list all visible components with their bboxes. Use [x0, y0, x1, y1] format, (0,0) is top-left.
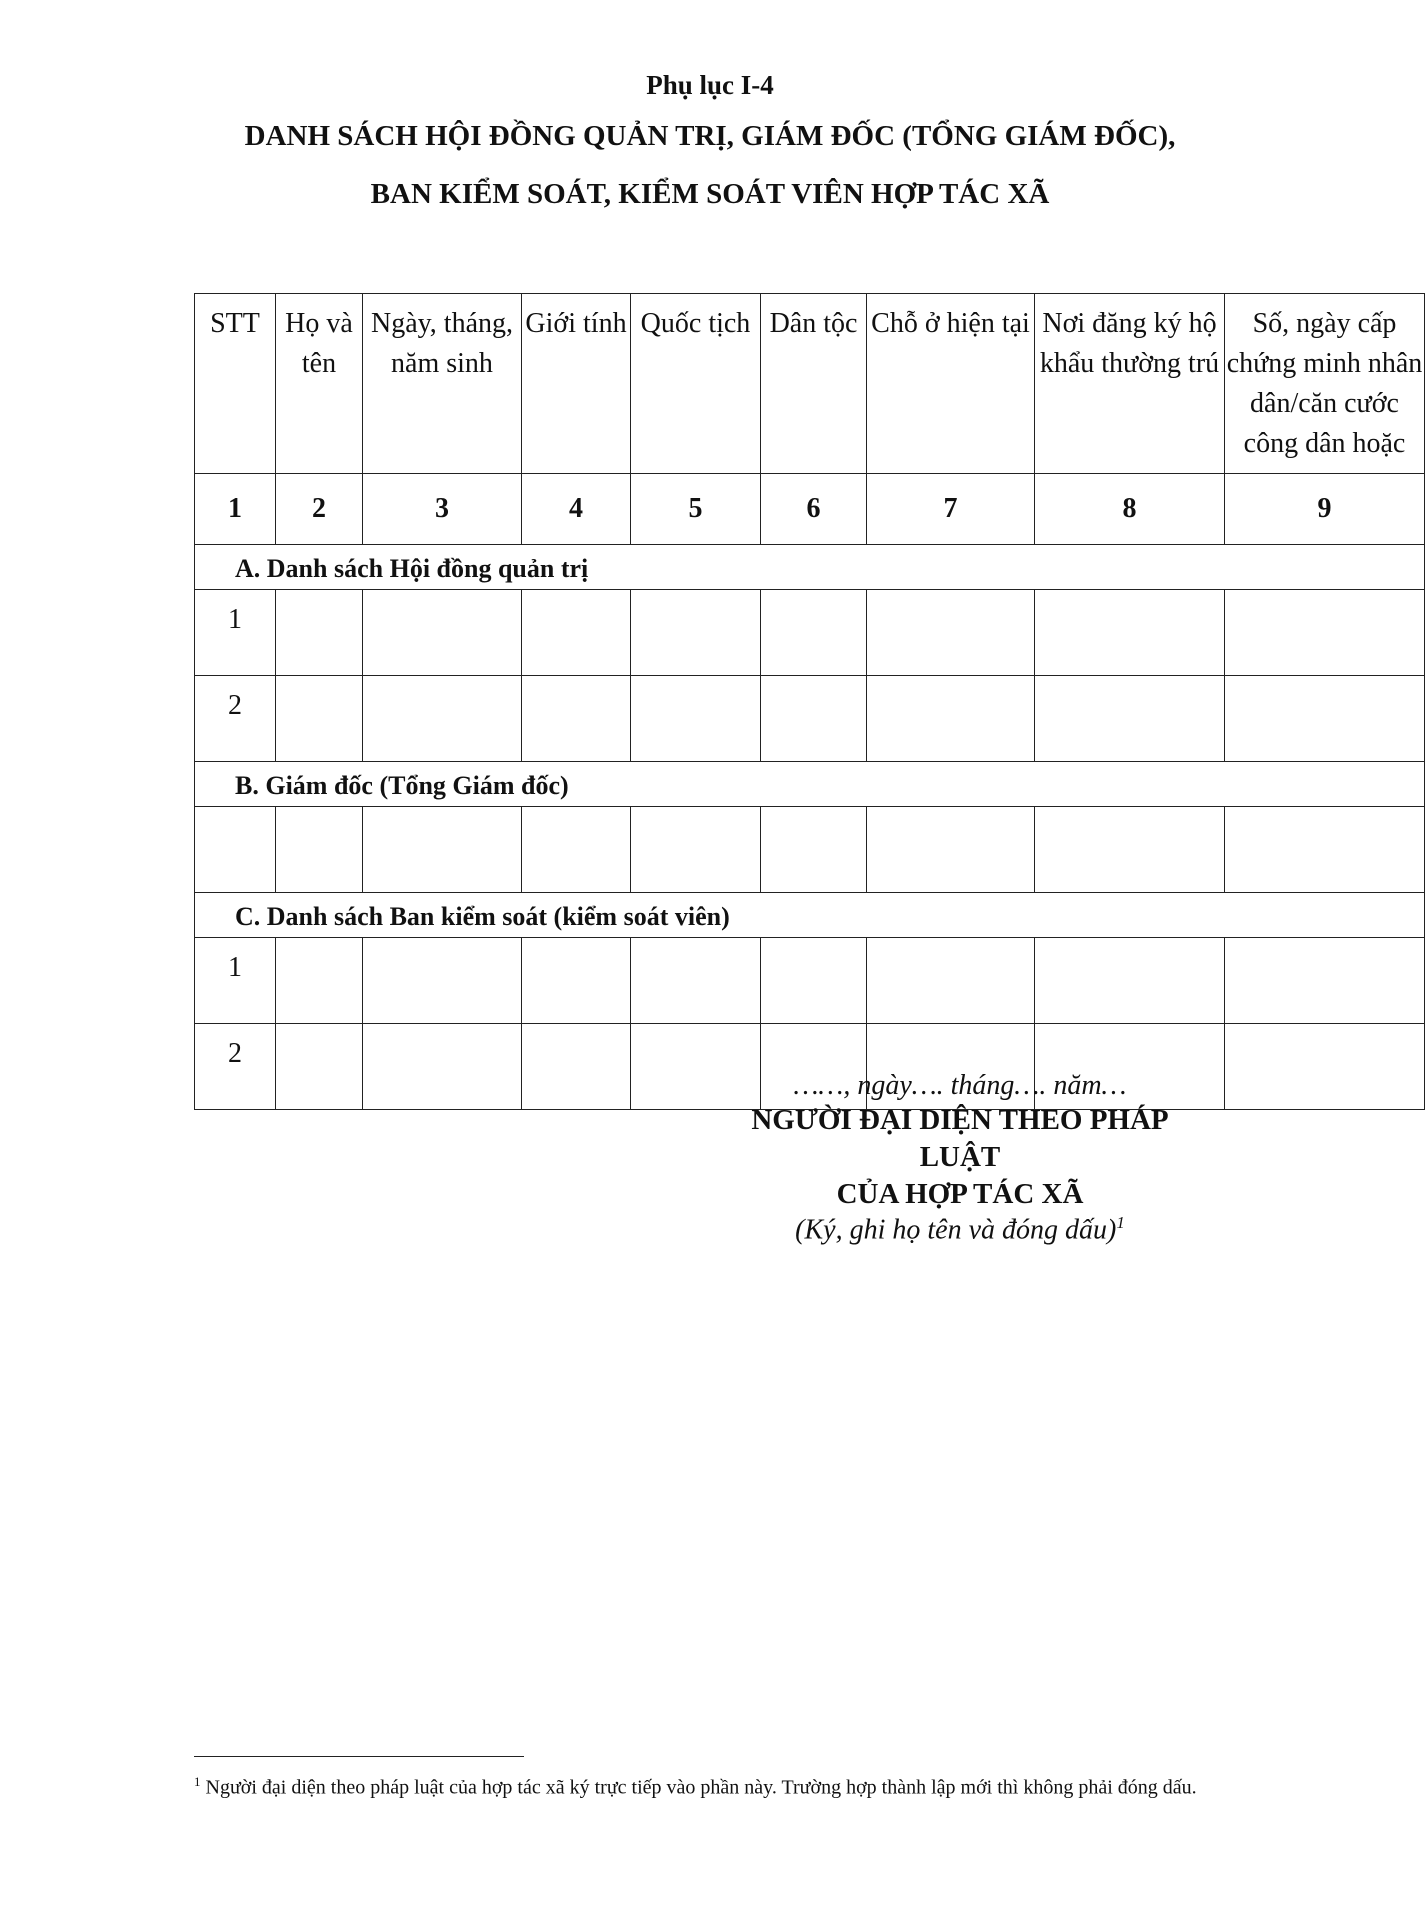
footnote-text: Người đại diện theo pháp luật của hợp tác xã ký trực tiếp vào phần này. Trường hợp thành lập mới thì không phải đóng dấu.: [205, 1776, 1197, 1799]
table-cell[interactable]: [363, 1024, 522, 1110]
table-cell[interactable]: [761, 807, 867, 893]
table-cell[interactable]: [1225, 590, 1425, 676]
table-cell[interactable]: [631, 807, 761, 893]
table-cell[interactable]: [1225, 938, 1425, 1024]
table-cell[interactable]: [867, 938, 1035, 1024]
table-cell[interactable]: [631, 938, 761, 1024]
col-number: 8: [1035, 474, 1225, 545]
table-cell[interactable]: [522, 807, 631, 893]
table-cell[interactable]: [631, 676, 761, 762]
col-number: 7: [867, 474, 1035, 545]
row-index: 1: [195, 590, 276, 676]
table-cell[interactable]: [1225, 676, 1425, 762]
table-cell[interactable]: [276, 1024, 363, 1110]
section-row-c: [195, 893, 1425, 938]
table-row: [195, 938, 1425, 1024]
column-number-row: [195, 474, 1425, 545]
table-cell[interactable]: [761, 590, 867, 676]
section-title-supervisory: C. Danh sách Ban kiểm soát (kiểm soát viên): [195, 893, 1425, 938]
signature-title: [720, 1102, 1200, 1213]
signature-date-line: ……, ngày…. tháng…. năm…: [793, 1070, 1127, 1101]
member-list-table: [194, 293, 1425, 1110]
col-header-nationality: Quốc tịch: [631, 294, 761, 474]
table-row: [195, 590, 1425, 676]
section-title-board: A. Danh sách Hội đồng quản trị: [195, 545, 1425, 590]
table-cell[interactable]: [867, 807, 1035, 893]
section-row-a: [195, 545, 1425, 590]
col-number: 9: [1225, 474, 1425, 545]
col-header-birthdate: Ngày, tháng, năm sinh: [363, 294, 522, 474]
col-header-name: Họ và tên: [276, 294, 363, 474]
appendix-label: Phụ lục I-4: [646, 70, 774, 100]
table-cell[interactable]: [276, 807, 363, 893]
footnote-divider: [194, 1756, 524, 1757]
row-index: 2: [195, 676, 276, 762]
table-cell[interactable]: [276, 676, 363, 762]
table-cell[interactable]: [867, 590, 1035, 676]
table-cell[interactable]: [363, 807, 522, 893]
table-cell[interactable]: [631, 590, 761, 676]
signature-title-line-3: CỦA HỢP TÁC XÃ: [836, 1178, 1084, 1210]
row-index: 1: [195, 938, 276, 1024]
signature-title-line-1: NGƯỜI ĐẠI DIỆN THEO PHÁP: [751, 1104, 1169, 1136]
table-cell[interactable]: [1225, 1024, 1425, 1110]
table-cell[interactable]: [276, 590, 363, 676]
col-number: 6: [761, 474, 867, 545]
table-cell[interactable]: [363, 590, 522, 676]
document-title-line-1: DANH SÁCH HỘI ĐỒNG QUẢN TRỊ, GIÁM ĐỐC (TỔNG GIÁM ĐỐC),: [244, 120, 1176, 152]
table-cell[interactable]: [761, 676, 867, 762]
col-number: 3: [363, 474, 522, 545]
col-number: 2: [276, 474, 363, 545]
table-cell[interactable]: [761, 938, 867, 1024]
table-cell[interactable]: [1225, 807, 1425, 893]
table-cell[interactable]: [1035, 676, 1225, 762]
col-header-id-card: Số, ngày cấp chứng minh nhân dân/căn cước công dân hoặc: [1225, 294, 1425, 474]
table-cell[interactable]: [1035, 938, 1225, 1024]
table-cell[interactable]: [522, 938, 631, 1024]
table-cell[interactable]: [1035, 590, 1225, 676]
column-header-row: [195, 294, 1425, 474]
section-title-director: B. Giám đốc (Tổng Giám đốc): [195, 762, 1425, 807]
table-cell[interactable]: [276, 938, 363, 1024]
col-header-ethnicity: Dân tộc: [761, 294, 867, 474]
row-index: 2: [195, 1024, 276, 1110]
footnote: [194, 1768, 1224, 1802]
col-header-permanent-residence: Nơi đăng ký hộ khẩu thường trú: [1035, 294, 1225, 474]
signature-instruction-text: (Ký, ghi họ tên và đóng dấu): [795, 1214, 1117, 1246]
footnote-number: 1: [194, 1774, 201, 1789]
table-cell[interactable]: [522, 590, 631, 676]
table-cell[interactable]: [363, 676, 522, 762]
table-cell[interactable]: [522, 676, 631, 762]
table-cell[interactable]: [1035, 807, 1225, 893]
table-row: [195, 807, 1425, 893]
col-number: 1: [195, 474, 276, 545]
section-row-b: [195, 762, 1425, 807]
signature-title-line-2: LUẬT: [919, 1141, 1001, 1173]
col-header-gender: Giới tính: [522, 294, 631, 474]
col-header-stt: STT: [195, 294, 276, 474]
table-cell[interactable]: [867, 676, 1035, 762]
col-number: 4: [522, 474, 631, 545]
table-cell[interactable]: [522, 1024, 631, 1110]
col-number: 5: [631, 474, 761, 545]
row-index: [195, 807, 276, 893]
signature-instruction: [720, 1213, 1200, 1246]
col-header-current-residence: Chỗ ở hiện tại: [867, 294, 1035, 474]
document-title-line-2: BAN KIỂM SOÁT, KIỂM SOÁT VIÊN HỢP TÁC XÃ: [370, 178, 1050, 210]
table-cell[interactable]: [363, 938, 522, 1024]
footnote-reference: 1: [1116, 1213, 1125, 1232]
table-row: [195, 676, 1425, 762]
